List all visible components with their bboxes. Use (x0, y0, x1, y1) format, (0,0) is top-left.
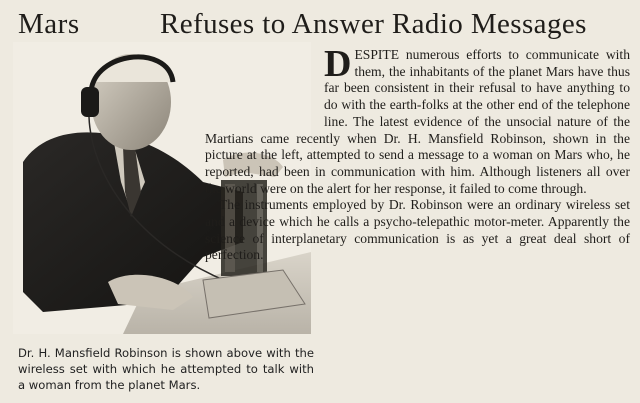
photo-caption: Dr. H. Mansfield Robinson is shown above with the wireless set with which he attempted to talk with a woman from the planet Mars. (18, 346, 314, 392)
article-body (205, 43, 630, 264)
drop-cap: D (324, 43, 352, 85)
photo-wrap-space (205, 47, 324, 115)
headline: Refuses to Answer Radio Messages (160, 8, 587, 40)
headline-first-word: Mars (18, 8, 80, 40)
article-paragraph-2: The instruments employed by Dr. Robinson were an ordinary wireless set and a device which he calls a psycho-telepathic motor-meter. Apparently the science of interplanetary communication is as yet a great deal short of perfection. (205, 197, 630, 263)
paragraph-1-text: ESPITE numerous efforts to communicate with them, the inhabitants of the planet Mars have thus far been consistent in their refusal to have anything to do with the earth-folks at the other end of the telephone line. The latest evidence of the unsocial nature of the Martians came recently when Dr. H. Mansfield Robinson, shown in the picture at the left, attempted to send a message to a woman on Mars who, he reported, had been in communication with him. Although listeners all over the world were on the alert for her response, it failed to come through. (205, 47, 630, 196)
